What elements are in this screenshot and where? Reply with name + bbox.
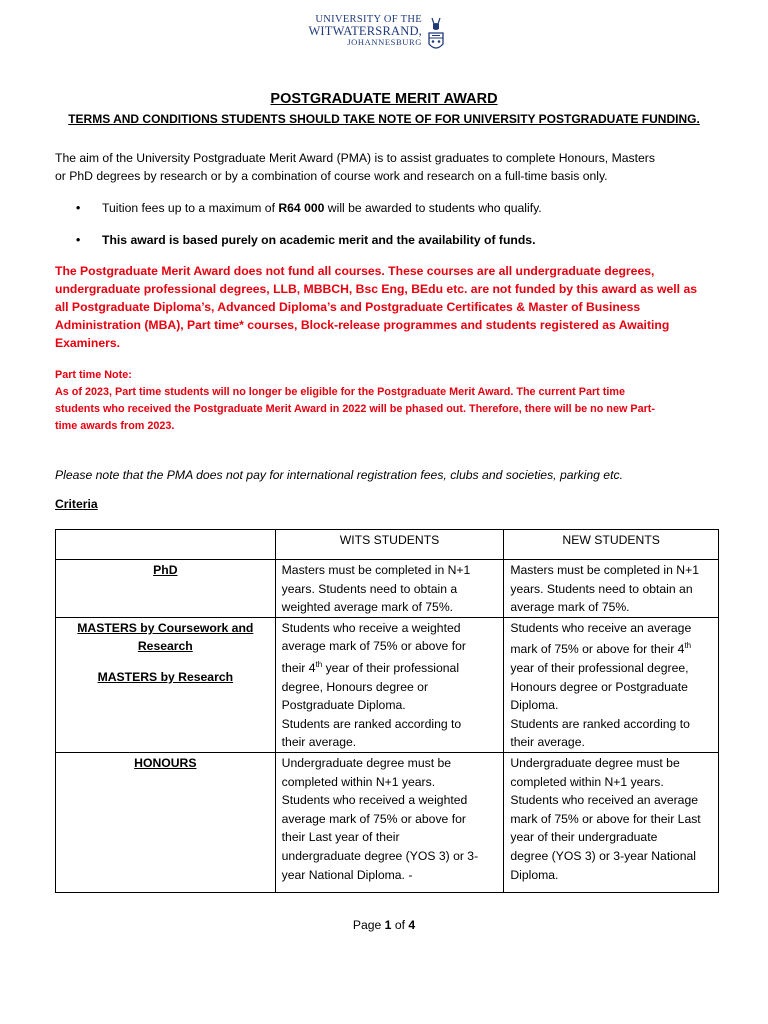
- cell-line: average mark of 75% or above for: [281, 639, 466, 654]
- row-label-masters: [56, 617, 276, 752]
- cell-line: [282, 656, 498, 678]
- cell-line: their average.: [510, 735, 585, 750]
- table-header-new: NEW STUDENTS: [504, 530, 719, 560]
- page-footer: [0, 918, 768, 932]
- logo-line-1: UNIVERSITY OF THE: [315, 14, 422, 25]
- footer-of-word: of: [391, 918, 409, 932]
- crest-icon: [426, 16, 446, 56]
- red-notice-line: Administration (MBA), Part time* courses, Block-release programmes and students registered as Awaiting: [55, 318, 670, 332]
- superscript: th: [315, 659, 323, 669]
- cell-line: Students who receive an average: [510, 620, 692, 635]
- pma-note: Please note that the PMA does not pay for international registration fees, clubs and societies, parking etc.: [55, 468, 623, 482]
- logo-text: [308, 14, 422, 47]
- bullet-tuition-amount: R64 000: [278, 201, 325, 215]
- bullet-tuition-post: will be awarded to students who qualify.: [324, 201, 542, 215]
- cell-text: year of their professional: [322, 661, 460, 676]
- table-row-masters: [56, 617, 719, 752]
- row-label-phd: [56, 560, 276, 618]
- cell-masters-new: [504, 617, 719, 752]
- aim-paragraph: [55, 149, 715, 185]
- cell-honours-wits: [275, 753, 504, 893]
- cell-phd-new: [504, 560, 719, 618]
- cell-line: average mark of 75%.: [510, 600, 630, 615]
- bullet-merit-text: This award is based purely on academic merit and the availability of funds.: [102, 233, 536, 247]
- cell-text: their 4: [281, 661, 316, 676]
- cell-phd-wits: [275, 560, 504, 618]
- cell-line: Undergraduate degree must be: [281, 756, 452, 770]
- cell-line: year National Diploma. -: [281, 867, 413, 882]
- footer-page-number: 1: [384, 918, 392, 932]
- aim-line-1: The aim of the University Postgraduate Merit Award (PMA) is to assist graduates to complete Honours, Masters: [55, 151, 655, 165]
- cell-line: Diploma.: [510, 867, 559, 882]
- cell-line: years. Students need to obtain a: [281, 581, 458, 596]
- table-header-wits: WITS STUDENTS: [275, 530, 504, 560]
- part-time-note: [55, 367, 715, 435]
- cell-line: Postgraduate Diploma.: [281, 698, 406, 713]
- bullet-tuition-text: [102, 199, 542, 217]
- row-label-honours-text: HONOURS: [134, 756, 197, 770]
- red-notice: [55, 262, 715, 352]
- superscript: th: [684, 641, 692, 651]
- spacer: [62, 656, 269, 668]
- cell-honours-new: [504, 753, 719, 893]
- criteria-table: [55, 529, 719, 893]
- cell-line: degree, Honours degree or: [281, 679, 429, 694]
- footer-page-total: 4: [408, 918, 416, 932]
- table-row-phd: [56, 560, 719, 618]
- red-notice-line: Examiners.: [55, 336, 121, 350]
- cell-line: [510, 637, 712, 659]
- cell-line: years. Students need to obtain an: [510, 581, 693, 596]
- aim-line-2: or PhD degrees by research or by a combination of course work and research on a full-time basis only.: [55, 169, 608, 183]
- cell-line: average mark of 75% or above for: [281, 811, 466, 826]
- part-time-line: time awards from 2023.: [55, 420, 175, 432]
- university-logo: [308, 14, 448, 60]
- bullet-marker: •: [76, 233, 81, 247]
- row-label-honours: [56, 753, 276, 893]
- cell-line: Students are ranked according to: [281, 716, 462, 731]
- bullet-tuition-pre: Tuition fees up to a maximum of: [102, 201, 279, 215]
- cell-line: completed within N+1 years.: [281, 774, 436, 789]
- row-label-masters-research: MASTERS by Research: [97, 669, 234, 684]
- cell-line: year of their professional degree,: [510, 661, 689, 676]
- table-header-row: [56, 530, 719, 560]
- cell-line: Students who received a weighted: [281, 793, 468, 808]
- part-time-line: students who received the Postgraduate Merit Award in 2022 will be phased out. Therefore, there will be no new Part-: [55, 403, 655, 415]
- logo-line-3: JOHANNESBURG: [347, 37, 422, 48]
- row-label-masters-line-1: MASTERS by Coursework and: [77, 620, 254, 635]
- cell-line: year of their undergraduate: [510, 830, 658, 845]
- cell-text: mark of 75% or above for their 4: [510, 642, 685, 657]
- cell-line: Students who receive a weighted: [281, 620, 461, 635]
- part-time-line: As of 2023, Part time students will no longer be eligible for the Postgraduate Merit Award. The current Part time: [55, 386, 625, 398]
- cell-line: Students are ranked according to: [510, 716, 690, 731]
- logo-line-2: WITWATERSRAND,: [308, 24, 422, 39]
- cell-line: Masters must be completed in N+1: [281, 563, 471, 577]
- table-header-empty: [56, 530, 276, 560]
- row-label-masters-line-2: Research: [137, 639, 193, 654]
- cell-line: their average.: [281, 735, 357, 750]
- part-time-heading: Part time Note:: [55, 369, 132, 381]
- page-title: POSTGRADUATE MERIT AWARD: [270, 91, 498, 107]
- row-label-phd-text: PhD: [153, 563, 178, 577]
- criteria-heading: Criteria: [55, 497, 98, 511]
- cell-line: Honours degree or Postgraduate: [510, 679, 688, 694]
- red-notice-line: all Postgraduate Diploma’s, Advanced Diploma’s and Postgraduate Certificates & Master of Business: [55, 300, 641, 314]
- red-notice-line: The Postgraduate Merit Award does not fund all courses. These courses are all undergraduate degrees,: [55, 264, 655, 278]
- cell-line: weighted average mark of 75%.: [281, 600, 454, 615]
- cell-line: undergraduate degree (YOS 3) or 3-: [281, 848, 479, 863]
- cell-line: Masters must be completed in N+1: [510, 563, 699, 577]
- cell-masters-wits: [275, 617, 504, 752]
- bullet-marker: •: [76, 201, 81, 215]
- cell-line: completed within N+1 years.: [510, 774, 664, 789]
- page-subtitle: TERMS AND CONDITIONS STUDENTS SHOULD TAKE NOTE OF FOR UNIVERSITY POSTGRADUATE FUNDING.: [68, 112, 700, 126]
- cell-line: Undergraduate degree must be: [510, 756, 680, 770]
- cell-line: degree (YOS 3) or 3-year National: [510, 848, 696, 863]
- footer-page-word: Page: [352, 918, 385, 932]
- cell-line: Diploma.: [510, 698, 559, 713]
- table-row-honours: [56, 753, 719, 893]
- cell-line: their Last year of their: [281, 830, 400, 845]
- cell-line: Students who received an average: [510, 793, 699, 808]
- red-notice-line: undergraduate professional degrees, LLB, MBBCH, Bsc Eng, BEdu etc. are not funded by this award as well as: [55, 282, 698, 296]
- cell-line: mark of 75% or above for their Last: [510, 811, 701, 826]
